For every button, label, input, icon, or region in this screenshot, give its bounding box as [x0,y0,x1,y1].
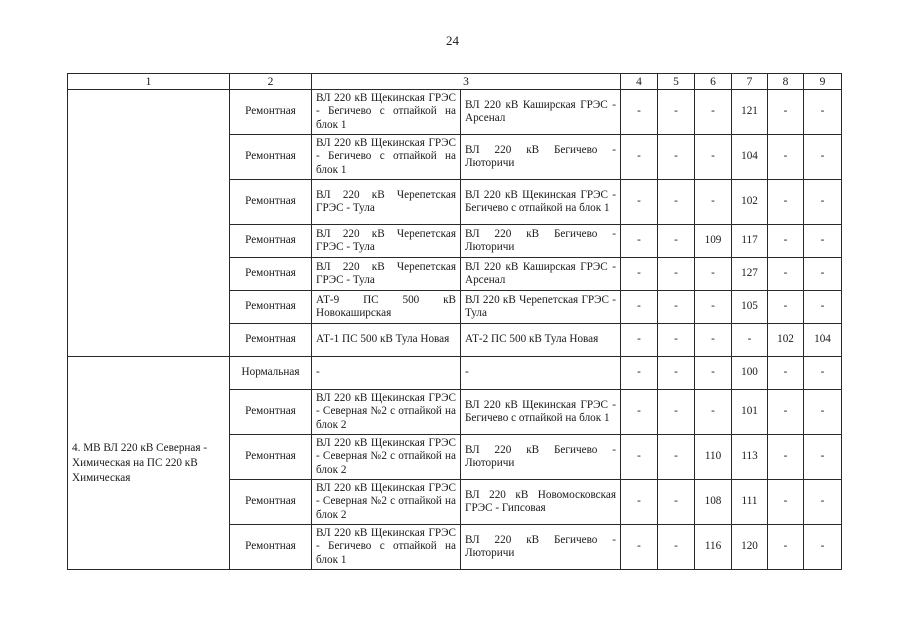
col7-value: 104 [732,135,768,180]
column-header: 3 [312,74,621,90]
group-cell: 4. МВ ВЛ 220 кВ Северная - Химическая на ПС 220 кВ Химическая [68,357,230,570]
col7-value: 102 [732,180,768,225]
table-row [68,90,842,135]
repaired-element-cell: АТ-1 ПС 500 кВ Тула Новая [312,324,461,357]
column-header: 5 [658,74,695,90]
col4-value: - [621,357,658,390]
col4-value: - [621,180,658,225]
regime-state-cell: Ремонтная [230,291,312,324]
col7-value: 113 [732,435,768,480]
col4-value: - [621,324,658,357]
col8-value: - [768,435,804,480]
col9-value: - [804,258,842,291]
col6-value: - [695,90,732,135]
column-header: 8 [768,74,804,90]
repaired-element-cell: ВЛ 220 кВ Черепетская ГРЭС - Тула [312,258,461,291]
regime-state-cell: Ремонтная [230,480,312,525]
col7-value: 121 [732,90,768,135]
col5-value: - [658,480,695,525]
regime-state-cell: Ремонтная [230,525,312,570]
col9-value: - [804,225,842,258]
col4-value: - [621,90,658,135]
repaired-element-cell: ВЛ 220 кВ Щекинская ГРЭС - Северная №2 с отпайкой на блок 2 [312,480,461,525]
regime-state-cell: Ремонтная [230,390,312,435]
col7-value: 111 [732,480,768,525]
second-element-cell: ВЛ 220 кВ Щекинская ГРЭС - Бегичево с отпайкой на блок 1 [461,180,621,225]
second-element-cell: ВЛ 220 кВ Бегичево - Люторичи [461,435,621,480]
table-row [68,357,842,390]
column-header: 9 [804,74,842,90]
col9-value: - [804,291,842,324]
col4-value: - [621,390,658,435]
col6-value: - [695,357,732,390]
repaired-element-cell: ВЛ 220 кВ Щекинская ГРЭС - Бегичево с отпайкой на блок 1 [312,90,461,135]
col6-value: - [695,180,732,225]
col8-value: - [768,390,804,435]
col8-value: - [768,480,804,525]
group-cell [68,90,230,357]
col7-value: 105 [732,291,768,324]
regime-state-cell: Ремонтная [230,180,312,225]
col7-value: 101 [732,390,768,435]
col9-value: - [804,180,842,225]
col8-value: - [768,525,804,570]
col5-value: - [658,180,695,225]
col9-value: - [804,90,842,135]
col5-value: - [658,90,695,135]
col8-value: - [768,225,804,258]
table-body [68,90,842,570]
col5-value: - [658,225,695,258]
col7-value: 120 [732,525,768,570]
second-element-cell: АТ-2 ПС 500 кВ Тула Новая [461,324,621,357]
col6-value: - [695,258,732,291]
col8-value: - [768,180,804,225]
column-header: 4 [621,74,658,90]
col5-value: - [658,258,695,291]
col6-value: 110 [695,435,732,480]
regime-state-cell: Ремонтная [230,258,312,291]
col4-value: - [621,291,658,324]
col4-value: - [621,225,658,258]
column-header: 6 [695,74,732,90]
col5-value: - [658,324,695,357]
col8-value: 102 [768,324,804,357]
col6-value: - [695,291,732,324]
col5-value: - [658,357,695,390]
repaired-element-cell: ВЛ 220 кВ Щекинская ГРЭС - Северная №2 с отпайкой на блок 2 [312,435,461,480]
second-element-cell: ВЛ 220 кВ Бегичево - Люторичи [461,225,621,258]
col5-value: - [658,135,695,180]
regime-state-cell: Ремонтная [230,435,312,480]
col4-value: - [621,435,658,480]
col5-value: - [658,435,695,480]
repaired-element-cell: ВЛ 220 кВ Щекинская ГРЭС - Бегичево с отпайкой на блок 1 [312,525,461,570]
col4-value: - [621,135,658,180]
regime-state-cell: Нормальная [230,357,312,390]
repaired-element-cell: ВЛ 220 кВ Черепетская ГРЭС - Тула [312,180,461,225]
col9-value: - [804,390,842,435]
col4-value: - [621,480,658,525]
col5-value: - [658,291,695,324]
col6-value: - [695,135,732,180]
regime-state-cell: Ремонтная [230,90,312,135]
second-element-cell: ВЛ 220 кВ Бегичево - Люторичи [461,525,621,570]
col8-value: - [768,258,804,291]
col7-value: 117 [732,225,768,258]
col6-value: 108 [695,480,732,525]
col9-value: - [804,435,842,480]
col6-value: 116 [695,525,732,570]
col4-value: - [621,258,658,291]
second-element-cell: ВЛ 220 кВ Каширская ГРЭС - Арсенал [461,258,621,291]
repaired-element-cell: ВЛ 220 кВ Щекинская ГРЭС - Бегичево с отпайкой на блок 1 [312,135,461,180]
second-element-cell: ВЛ 220 кВ Бегичево - Люторичи [461,135,621,180]
col9-value: 104 [804,324,842,357]
repaired-element-cell: - [312,357,461,390]
column-number-row [68,74,842,90]
regime-state-cell: Ремонтная [230,225,312,258]
col5-value: - [658,390,695,435]
page-number: 24 [446,33,459,48]
col6-value: - [695,324,732,357]
col8-value: - [768,135,804,180]
regime-state-cell: Ремонтная [230,324,312,357]
col7-value: - [732,324,768,357]
regime-state-cell: Ремонтная [230,135,312,180]
col7-value: 100 [732,357,768,390]
col9-value: - [804,135,842,180]
second-element-cell: - [461,357,621,390]
col4-value: - [621,525,658,570]
column-header: 1 [68,74,230,90]
col7-value: 127 [732,258,768,291]
col8-value: - [768,90,804,135]
col6-value: - [695,390,732,435]
second-element-cell: ВЛ 220 кВ Новомосковская ГРЭС - Гипсовая [461,480,621,525]
col6-value: 109 [695,225,732,258]
col9-value: - [804,525,842,570]
second-element-cell: ВЛ 220 кВ Каширская ГРЭС - Арсенал [461,90,621,135]
column-header: 7 [732,74,768,90]
regime-table [67,73,842,570]
col5-value: - [658,525,695,570]
column-header: 2 [230,74,312,90]
repaired-element-cell: ВЛ 220 кВ Щекинская ГРЭС - Северная №2 с отпайкой на блок 2 [312,390,461,435]
col8-value: - [768,357,804,390]
second-element-cell: ВЛ 220 кВ Щекинская ГРЭС - Бегичево с отпайкой на блок 1 [461,390,621,435]
repaired-element-cell: ВЛ 220 кВ Черепетская ГРЭС - Тула [312,225,461,258]
col9-value: - [804,357,842,390]
col8-value: - [768,291,804,324]
second-element-cell: ВЛ 220 кВ Черепетская ГРЭС - Тула [461,291,621,324]
repaired-element-cell: АТ-9 ПС 500 кВ Новокаширская [312,291,461,324]
col9-value: - [804,480,842,525]
